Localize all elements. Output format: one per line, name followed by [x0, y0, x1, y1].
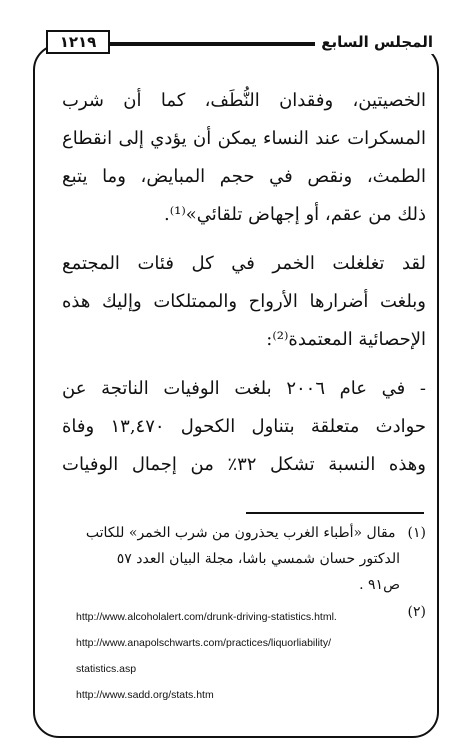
text-line: - في عام ٢٠٠٦ بلغت الوفيات الناتجة عن: [62, 378, 426, 399]
footnote-url[interactable]: http://www.sadd.org/stats.htm: [76, 689, 214, 701]
footnote-number: (١): [407, 525, 426, 541]
paragraph-2: [62, 245, 426, 359]
text-line: ذلك من عقم، أو إجهاض تلقائي»⁽¹⁾.: [163, 204, 426, 225]
main-text: [62, 82, 426, 484]
footnote-text: ص٩١ .: [359, 577, 400, 593]
paragraph-3: [62, 370, 426, 484]
text-line: الإحصائية المعتمدة⁽²⁾:: [266, 329, 426, 350]
footnote-1: [62, 520, 426, 598]
footnote-text: الدكتور حسان شمسي باشا، مجلة البيان العدد ٥٧: [116, 551, 400, 567]
page-number: ١٢١٩: [46, 30, 110, 54]
chapter-title: المجلس السابع: [315, 30, 439, 54]
footnote-url[interactable]: http://www.alcoholalert.com/drunk-driving-statistics.html.: [76, 611, 337, 623]
paragraph-1: [62, 82, 426, 234]
footnote-separator: [246, 512, 424, 514]
text-line: حوادث متعلقة بتناول الكحول ١٣,٤٧٠ وفاة: [62, 416, 426, 437]
footnote-number: (٢): [407, 604, 426, 620]
text-line: لقد تغلغلت الخمر في كل فئات المجتمع: [62, 253, 426, 274]
footnote-url[interactable]: http://www.anapolschwarts.com/practices/liquorliability/: [76, 637, 332, 649]
page-header: [46, 30, 439, 60]
text-line: المسكرات عند النساء يمكن أن يؤدي إلى انقطاع: [62, 128, 426, 149]
header-rule: [110, 42, 329, 44]
text-line: وبلغت أضرارها الأرواح والممتلكات وإليك هذه: [62, 291, 426, 312]
footnote-url[interactable]: statistics.asp: [76, 663, 137, 675]
text-line: الطمث، ونقص في حجم المبايض، وما يتبع: [62, 166, 426, 187]
footnote-text: مقال «أطباء الغرب يحذرون من شرب الخمر» للكاتب: [85, 525, 396, 541]
text-line: وهذه النسبة تشكل ٣٢٪ من إجمال الوفيات: [62, 454, 426, 475]
footnote-2: [76, 604, 426, 708]
text-line: الخصيتين، وفقدان النُّطَف، كما أن شرب: [62, 90, 426, 111]
